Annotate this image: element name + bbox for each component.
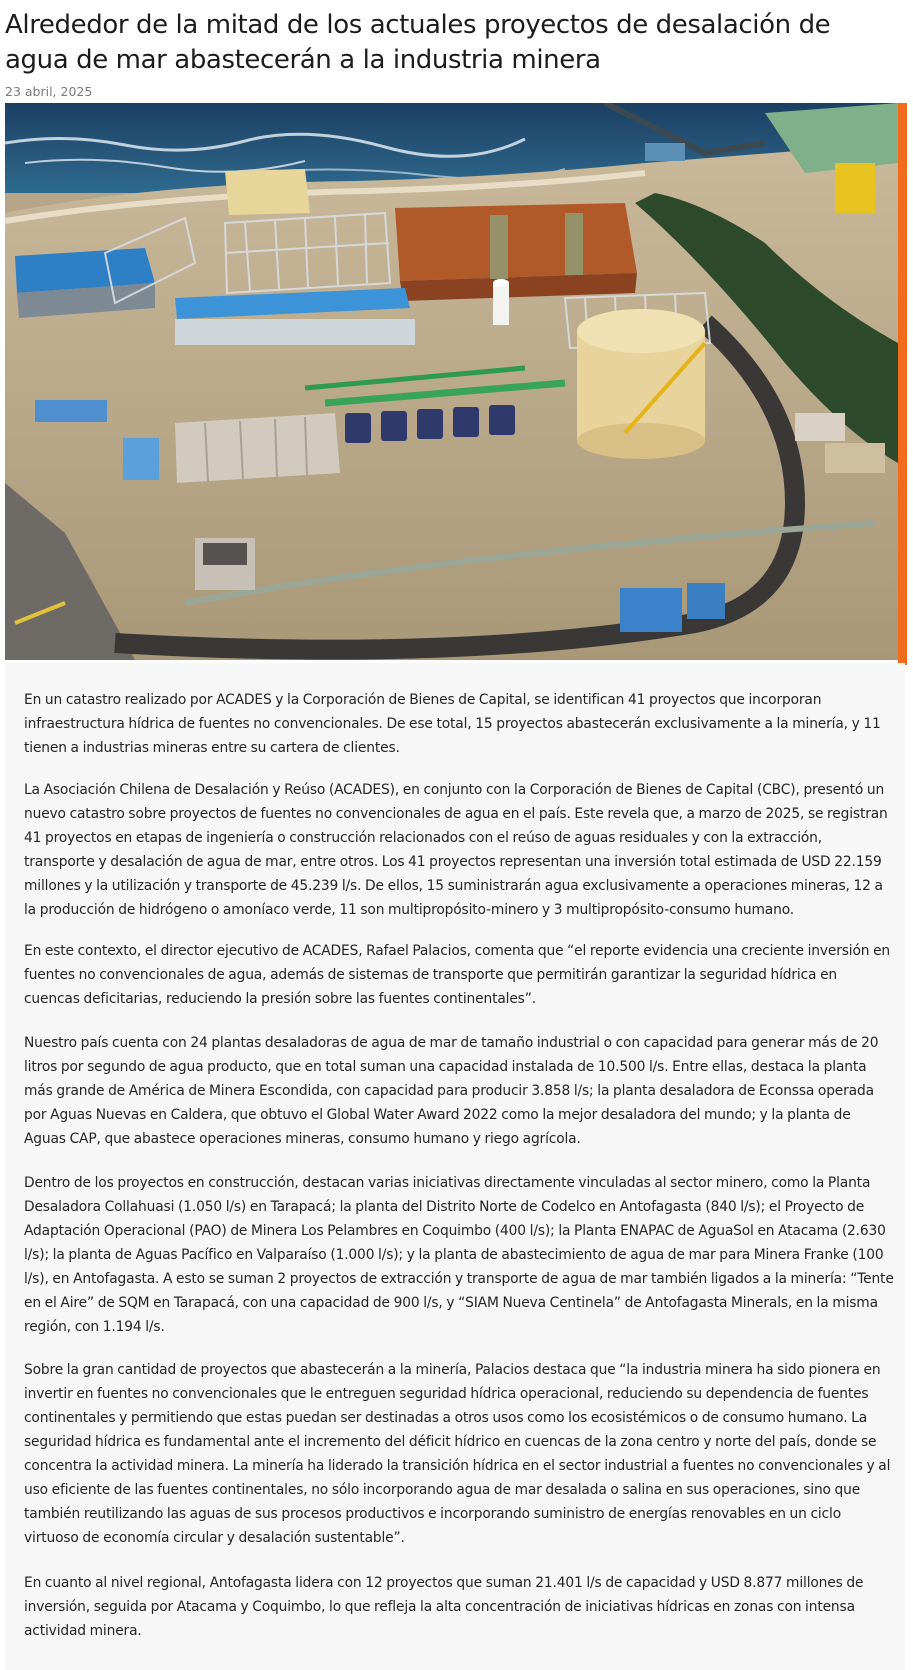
article-title: Alrededor de la mitad de los actuales proyectos de desalación de agua de mar abastecerán a la industria minera bbox=[5, 10, 831, 75]
paragraph-6: Sobre la gran cantidad de proyectos que abastecerán a la minería, Palacios destaca que “la industria minera ha sido pionera en invertir en fuentes no convencionales que le entreguen seguridad hídrica operacional, reduciendo su dependencia de fuentes continentales y permitiendo que estas puedan ser destinadas a otros usos como los ecosistémicos o de consumo humano. La seguridad hídrica es fundamental ante el incremento del déficit hídrico en cuencas de la zona centro y norte del país, donde se concentra la actividad minera. La minería ha liderado la transición hídrica en el sector industrial a fuentes no convencionales y al uso eficiente de las fuentes continentales, no sólo incorporando agua de mar desalada o salina en sus operaciones, sino que también reutilizando las aguas de sus procesos productivos e incorporando suministro de energías renovables en un ciclo virtuoso de economía circular y desalación sustentable”. bbox=[24, 1362, 891, 1546]
paragraph-1: En un catastro realizado por ACADES y la Corporación de Bienes de Capital, se identifican 41 proyectos que incorporan infraestructura hídrica de fuentes no convencionales. De ese total, 15 proyectos abastecerán exclusivamente a la minería, y 11 tienen a industrias mineras entre su cartera de clientes. bbox=[24, 692, 881, 756]
accent-bar bbox=[898, 103, 907, 665]
paragraph-2: La Asociación Chilena de Desalación y Reúso (ACADES), en conjunto con la Corporación de Bienes de Capital (CBC), presentó un nuevo catastro sobre proyectos de fuentes no convencionales de agua en el país. Este revela que, a marzo de 2025, se registran 41 proyectos en etapas de ingeniería o construcción relacionados con el reúso de aguas residuales y con la extracción, transporte y desalación de agua de mar, entre otros. Los 41 proyectos representan una inversión total estimada de USD 22.159 millones y la utilización y transporte de 45.239 l/s. De ellos, 15 suministrarán agua exclusivamente a operaciones mineras, 12 a la producción de hidrógeno o amoníaco verde, 11 son multipropósito-minero y 3 multipropósito-consumo humano. bbox=[24, 782, 888, 918]
paragraph-4: Nuestro país cuenta con 24 plantas desaladoras de agua de mar de tamaño industrial o con capacidad para generar más de 20 litros por segundo de agua producto, que en total suman una capacidad instalada de 10.500 l/s. Entre ellas, destaca la planta más grande de América de Minera Escondida, con capacidad para producir 3.858 l/s; la planta desaladora de Econssa operada por Aguas Nuevas en Caldera, que obtuvo el Global Water Award 2022 como la mejor desaladora del mundo; y la planta de Aguas CAP, que abastece operaciones mineras, consumo humano y riego agrícola. bbox=[24, 1035, 879, 1147]
desalination-plant-photo bbox=[5, 103, 898, 660]
paragraph-3: En este contexto, el director ejecutivo de ACADES, Rafael Palacios, comenta que “el reporte evidencia una creciente inversión en fuentes no convencionales de agua, además de sistemas de transporte que permitirán garantizar la seguridad hídrica en cuencas deficitarias, reduciendo la presión sobre las fuentes continentales”. bbox=[24, 943, 890, 1007]
article-body bbox=[5, 663, 905, 1670]
hero-image[interactable] bbox=[5, 103, 898, 660]
article-date: 23 abril, 2025 bbox=[5, 84, 93, 99]
hero-image-container bbox=[5, 103, 905, 663]
paragraph-5: Dentro de los proyectos en construcción, destacan varias iniciativas directamente vinculadas al sector minero, como la Planta Desaladora Collahuasi (1.050 l/s) en Tarapacá; la planta del Distrito Norte de Codelco en Antofagasta (840 l/s); el Proyecto de Adaptación Operacional (PAO) de Minera Los Pelambres en Coquimbo (400 l/s); la Planta ENAPAC de AguaSol en Atacama (2.630 l/s); la planta de Aguas Pacífico en Valparaíso (1.000 l/s); y la planta de abastecimiento de agua de mar para Minera Franke (100 l/s), en Antofagasta. A esto se suman 2 proyectos de extracción y transporte de agua de mar también ligados a la minería: “Tente en el Aire” de SQM en Tarapacá, con una capacidad de 900 l/s, y “SIAM Nueva Centinela” de Antofagasta Minerals, en la misma región, con 1.194 l/s. bbox=[24, 1175, 894, 1335]
paragraph-7: En cuanto al nivel regional, Antofagasta lidera con 12 proyectos que suman 21.401 l/s de capacidad y USD 8.877 millones de inversión, seguida por Atacama y Coquimbo, lo que refleja la alta concentración de iniciativas hídricas en zonas con intensa actividad minera. bbox=[24, 1575, 864, 1639]
